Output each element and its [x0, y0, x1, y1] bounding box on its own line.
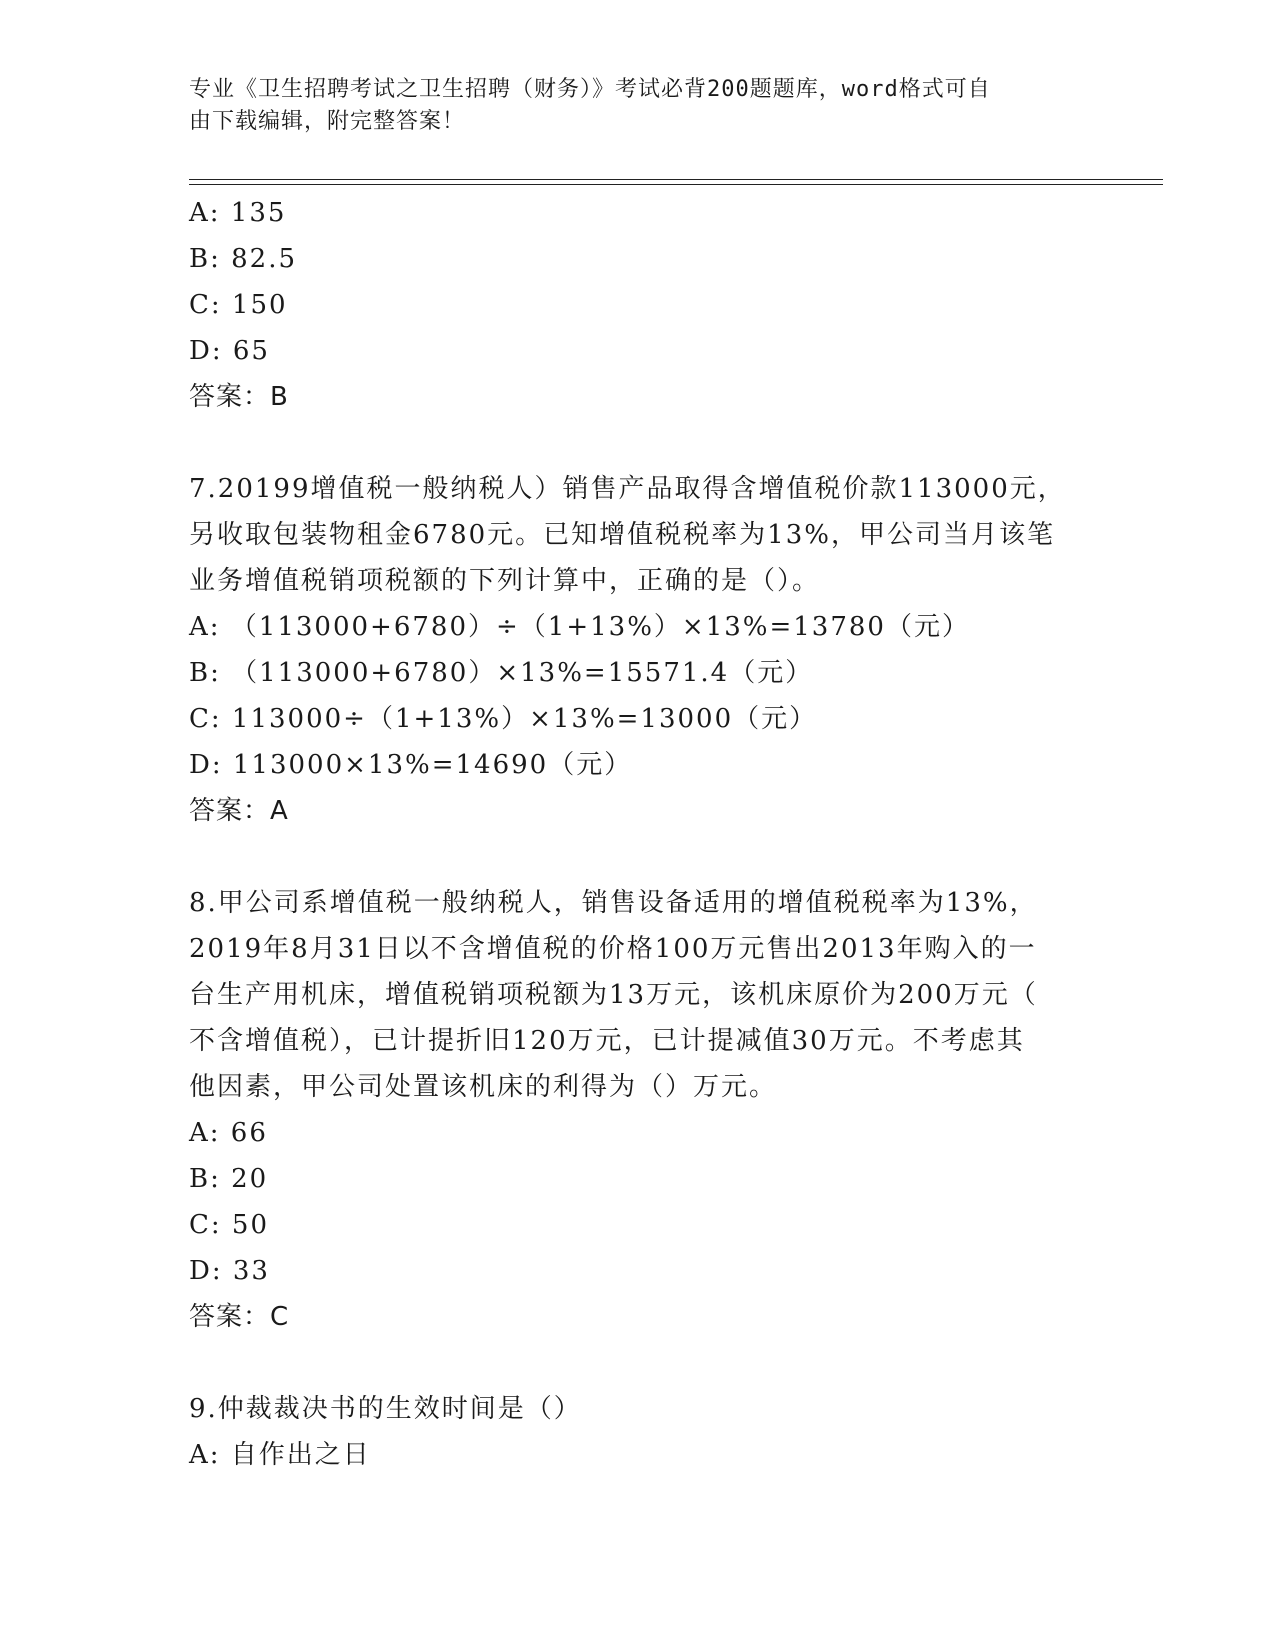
question-8-text-line-1: 8.甲公司系增值税一般纳税人，销售设备适用的增值税税率为13%， [189, 888, 1038, 918]
header-line-1: 专业《卫生招聘考试之卫生招聘（财务）》考试必背200题题库，word格式可自 [189, 77, 991, 102]
question-7-text-line-1: 7.20199增值税一般纳税人）销售产品取得含增值税价款113000元， [189, 474, 1066, 504]
question-7-text-line-2: 另收取包装物租金6780元。已知增值税税率为13%，甲公司当月该笔 [189, 520, 1055, 550]
option-b: B: 82.5 [189, 244, 298, 274]
answer-line: 答案：B [189, 382, 289, 412]
option-d: D: 113000×13%=14690（元） [189, 750, 633, 780]
answer-line: 答案：C [189, 1302, 290, 1332]
header-divider-bottom [189, 184, 1163, 185]
question-8-text-line-2: 2019年8月31日以不含增值税的价格100万元售出2013年购入的一 [189, 934, 1037, 964]
question-9-text-line-1: 9.仲裁裁决书的生效时间是（） [189, 1394, 582, 1424]
option-b: B: （113000+6780）×13%=15571.4（元） [189, 658, 814, 688]
question-8-text-line-4: 不含增值税），已计提折旧120万元，已计提减值30万元。不考虑其 [189, 1026, 1025, 1056]
option-a: A: （113000+6780）÷（1+13%）×13%=13780（元） [189, 612, 970, 642]
option-c: C: 113000÷（1+13%）×13%=13000（元） [189, 704, 818, 734]
question-content [189, 190, 1089, 1478]
option-a: A: 135 [189, 198, 287, 228]
option-c: C: 50 [189, 1210, 270, 1240]
prev-question-block [189, 190, 1089, 420]
document-header [189, 74, 1089, 138]
header-divider-top [189, 179, 1163, 180]
question-7-block [189, 466, 1089, 834]
question-7-text-line-3: 业务增值税销项税额的下列计算中，正确的是（）。 [189, 566, 821, 596]
option-d: D: 33 [189, 1256, 270, 1286]
question-8-text-line-5: 他因素，甲公司处置该机床的利得为（）万元。 [189, 1072, 778, 1102]
option-b: B: 20 [189, 1164, 269, 1194]
header-line-2: 由下载编辑，附完整答案！ [189, 109, 466, 134]
answer-line: 答案：A [189, 796, 289, 826]
spacer [189, 1340, 1089, 1386]
spacer [189, 420, 1089, 466]
question-8-text-line-3: 台生产用机床，增值税销项税额为13万元，该机床原价为200万元（ [189, 980, 1038, 1010]
option-a: A: 66 [189, 1118, 268, 1148]
option-c: C: 150 [189, 290, 288, 320]
option-d: D: 65 [189, 336, 270, 366]
question-9-block [189, 1386, 1089, 1478]
option-a: A: 自作出之日 [189, 1440, 371, 1470]
question-8-block [189, 880, 1089, 1340]
spacer [189, 834, 1089, 880]
